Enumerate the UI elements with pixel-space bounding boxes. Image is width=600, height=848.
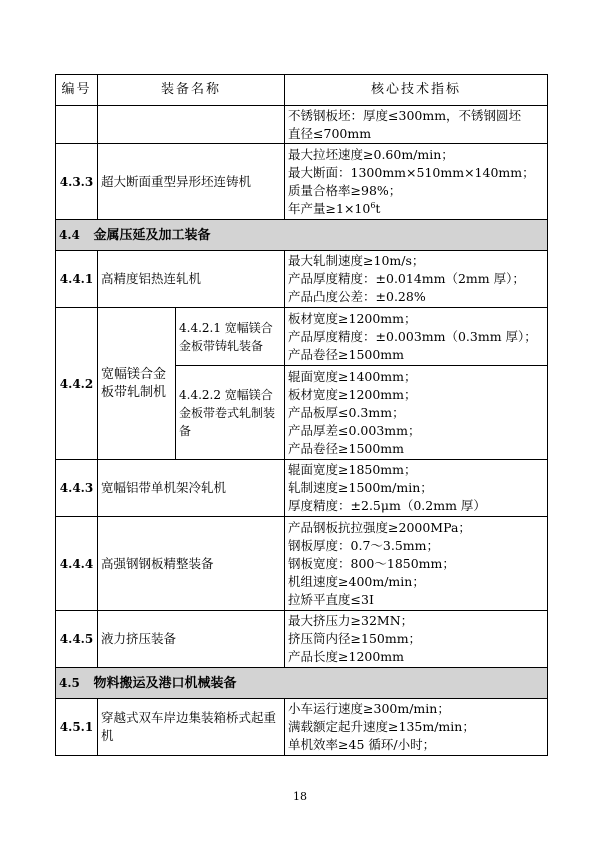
table-row (56, 460, 548, 517)
row-code (56, 106, 98, 144)
row-code: 4.3.3 (56, 144, 98, 220)
table-row (56, 517, 548, 611)
spec-line: 不锈钢板坯：厚度≤300mm，不锈钢圆坯 (288, 107, 522, 123)
spec-line: 质量合格率≥98%； (288, 182, 402, 198)
page-number: 18 (293, 790, 307, 803)
spec-line: 产品长度≥1200mm (288, 649, 405, 664)
table-row (56, 144, 548, 220)
spec-line: 厚度精度：±2.5μm（0.2mm 厚） (288, 498, 486, 513)
spec-line: 产品钢板抗拉强度≥2000MPa； (288, 519, 471, 535)
sub-item-name: 4.4.2.1 宽幅镁合金板带铸轧装备 (176, 308, 285, 366)
spec-line: 最大挤压力≥32MN； (288, 613, 414, 628)
row-specs (285, 366, 548, 460)
row-name: 高精度铝热连轧机 (98, 251, 285, 308)
spec-unit: t (375, 200, 381, 216)
section-title: 金属压延及加工装备 (93, 227, 211, 243)
spec-line: 最大断面：1300mm×510mm×140mm； (288, 164, 535, 180)
row-specs (285, 517, 548, 611)
row-code: 4.5.1 (56, 699, 98, 756)
spec-line: 产品厚差≤0.003mm； (288, 422, 421, 438)
header-spec: 核心技术指标 (285, 75, 548, 106)
spec-line: 挤压筒内径≥150mm； (288, 631, 422, 646)
row-specs (285, 460, 548, 517)
spec-line: 最大轧制速度≥10m/s； (288, 253, 425, 268)
spec-line: 辊面宽度≥1400mm； (288, 368, 417, 384)
spec-line: 产品厚度精度：±0.014mm（2mm 厚）； (288, 271, 525, 286)
row-name (98, 106, 285, 144)
spec-line: 钢板宽度：800～1850mm； (288, 555, 455, 571)
spec-line: 直径≤700mm (288, 125, 372, 141)
row-name: 高强钢钢板精整装备 (98, 517, 285, 611)
row-code: 4.4.5 (56, 611, 98, 668)
spec-line: 轧制速度≥1500m/min； (288, 480, 433, 495)
section-row (56, 220, 548, 251)
spec-line: 产品凸度公差：±0.28% (288, 289, 426, 304)
spec-line: 辊面宽度≥1850mm； (288, 462, 417, 477)
row-name: 宽幅铝带单机架冷轧机 (98, 460, 285, 517)
spec-line: 产品厚度精度：±0.003mm（0.3mm 厚）； (288, 328, 537, 344)
table-row (56, 611, 548, 668)
row-specs (285, 144, 548, 220)
section-title: 物料搬运及港口机械装备 (93, 675, 237, 691)
row-specs (285, 611, 548, 668)
spec-line: 板材宽度≥1200mm； (288, 310, 417, 326)
spec-line: 板材宽度≥1200mm； (288, 386, 417, 402)
row-code: 4.4.2 (56, 308, 98, 460)
table-row (56, 106, 548, 144)
row-name: 液力挤压装备 (98, 611, 285, 668)
row-name: 宽幅镁合金板带轧制机 (98, 308, 176, 460)
table-header-row (56, 75, 548, 106)
spec-line: 产品卷径≥1500mm (288, 440, 405, 456)
header-name: 装备名称 (98, 75, 285, 106)
spec-line: 产品板厚≤0.3mm； (288, 404, 405, 420)
row-code: 4.4.4 (56, 517, 98, 611)
section-heading (56, 220, 548, 251)
equipment-spec-table (55, 74, 548, 756)
spec-line: 钢板厚度：0.7～3.5mm； (288, 537, 439, 553)
row-specs (285, 308, 548, 366)
row-specs (285, 106, 548, 144)
spec-line: 单机效率≥45 循环/小时； (288, 737, 436, 752)
row-specs (285, 251, 548, 308)
row-name: 穿越式双车岸边集装箱桥式起重机 (98, 699, 285, 756)
row-code: 4.4.3 (56, 460, 98, 517)
row-specs (285, 699, 548, 756)
table-row (56, 308, 548, 366)
spec-line: 最大拉坯速度≥0.60m/min； (288, 146, 454, 162)
row-name: 超大断面重型异形坯连铸机 (98, 144, 285, 220)
section-heading (56, 668, 548, 699)
spec-line: 拉矫平直度≤3I (288, 591, 374, 607)
spec-text: 年产量≥1×10 (288, 200, 371, 216)
spec-line (288, 200, 544, 218)
header-code: 编号 (56, 75, 98, 106)
spec-line: 满载额定起升速度≥135m/min； (288, 719, 475, 734)
table-row (56, 251, 548, 308)
section-row (56, 668, 548, 699)
spec-line: 小车运行速度≥300m/min； (288, 701, 450, 716)
section-code: 4.5 (59, 675, 80, 690)
spec-exponent: 6 (370, 200, 376, 210)
section-code: 4.4 (59, 227, 80, 242)
row-code: 4.4.1 (56, 251, 98, 308)
sub-item-name: 4.4.2.2 宽幅镁合金板带卷式轧制装备 (176, 366, 285, 460)
table-row (56, 699, 548, 756)
spec-line: 产品卷径≥1500mm (288, 346, 405, 362)
spec-line: 机组速度≥400m/min； (288, 573, 425, 589)
